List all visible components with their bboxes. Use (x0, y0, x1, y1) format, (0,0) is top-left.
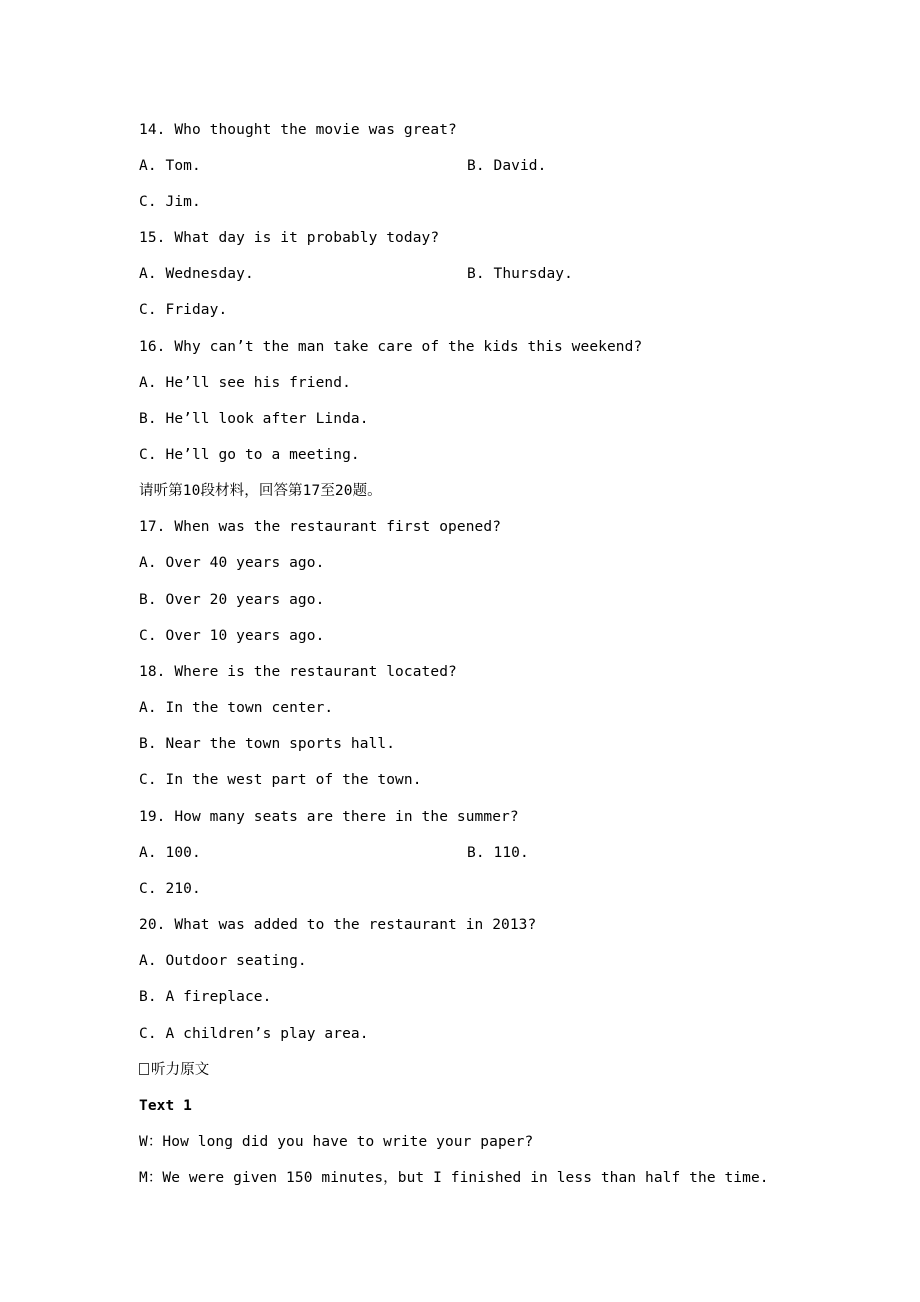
q20-option-b: B. A fireplace. (139, 989, 272, 1005)
q14-option-b: B. David. (467, 158, 547, 174)
q15-option-a: A. Wednesday. (139, 266, 254, 282)
q18-option-a: A. In the town center. (139, 700, 334, 716)
section-instruction: 请听第10段材料，回答第17至20题。 (139, 483, 382, 499)
missing-glyph-icon (139, 1063, 149, 1075)
q14-option-a: A. Tom. (139, 158, 201, 174)
dialogue-line-m: M：We were given 150 minutes，but I finished in less than half the time. (139, 1170, 769, 1186)
transcript-heading-row (139, 1060, 209, 1080)
question-20: 20. What was added to the restaurant in 2013? (139, 917, 537, 933)
q17-option-c: C. Over 10 years ago. (139, 628, 325, 644)
q20-option-a: A. Outdoor seating. (139, 953, 307, 969)
q18-option-b: B. Near the town sports hall. (139, 736, 396, 752)
q15-option-b: B. Thursday. (467, 266, 573, 282)
q19-option-b: B. 110. (467, 845, 529, 861)
question-16: 16. Why can’t the man take care of the kids this weekend? (139, 339, 643, 355)
question-14: 14. Who thought the movie was great? (139, 122, 457, 138)
q16-option-b: B. He’ll look after Linda. (139, 411, 369, 427)
q17-option-b: B. Over 20 years ago. (139, 592, 325, 608)
q16-option-a: A. He’ll see his friend. (139, 375, 351, 391)
q19-option-c: C. 210. (139, 881, 201, 897)
q19-option-a: A. 100. (139, 845, 201, 861)
transcript-heading: 听力原文 (151, 1062, 210, 1078)
q17-option-a: A. Over 40 years ago. (139, 555, 325, 571)
question-17: 17. When was the restaurant first opened? (139, 519, 502, 535)
q14-option-c: C. Jim. (139, 194, 201, 210)
q15-option-c: C. Friday. (139, 302, 228, 318)
q18-option-c: C. In the west part of the town. (139, 772, 422, 788)
q20-option-c: C. A children’s play area. (139, 1026, 369, 1042)
q16-option-c: C. He’ll go to a meeting. (139, 447, 360, 463)
dialogue-line-w: W：How long did you have to write your paper? (139, 1134, 534, 1150)
question-15: 15. What day is it probably today? (139, 230, 440, 246)
question-19: 19. How many seats are there in the summer? (139, 809, 519, 825)
text1-title: Text 1 (139, 1098, 192, 1114)
question-18: 18. Where is the restaurant located? (139, 664, 457, 680)
